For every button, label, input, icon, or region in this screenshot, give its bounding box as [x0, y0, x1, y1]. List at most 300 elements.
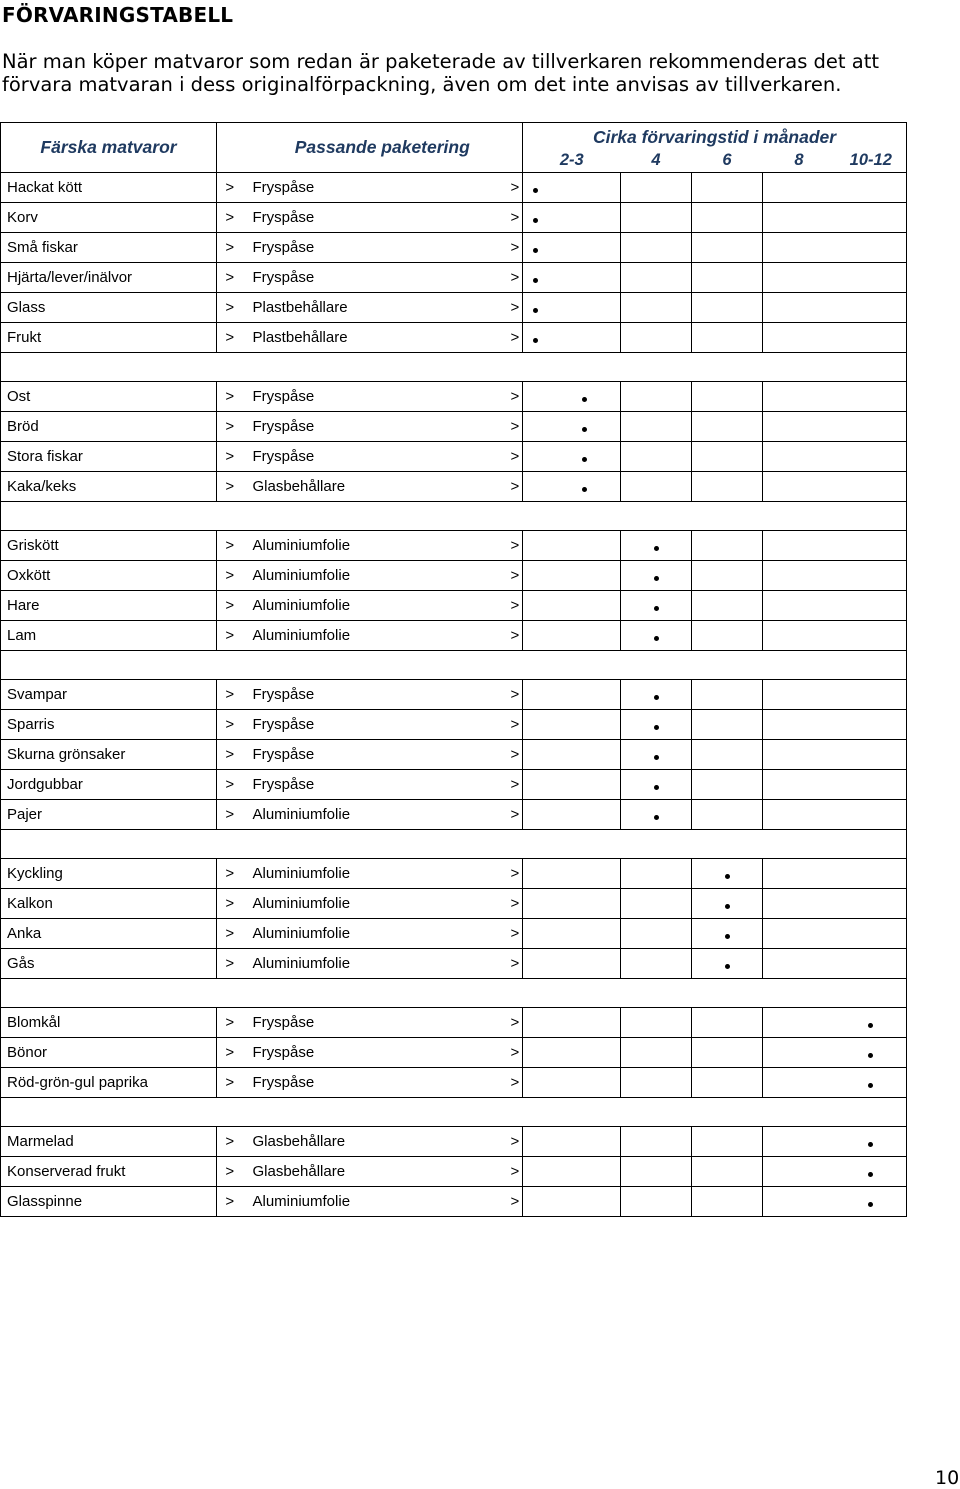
page-title: FÖRVARINGSTABELL	[2, 3, 234, 27]
duration-cell	[523, 412, 549, 442]
arrow-marker: >	[497, 412, 523, 442]
separator-cell	[1, 353, 907, 382]
arrow-marker: >	[217, 949, 243, 979]
table-row	[1, 889, 907, 919]
table-row	[1, 740, 907, 770]
duration-cell	[836, 472, 907, 502]
arrow-marker: >	[217, 680, 243, 710]
bullet-icon	[654, 815, 659, 820]
table-row	[1, 412, 907, 442]
table-row	[1, 1187, 907, 1217]
header-dur-4: 10-12	[836, 148, 907, 173]
separator-cell	[1, 979, 907, 1008]
arrow-marker: >	[497, 1008, 523, 1038]
duration-cell	[549, 1038, 621, 1068]
arrow-marker: >	[497, 1068, 523, 1098]
arrow-marker: >	[217, 382, 243, 412]
food-name: Sparris	[1, 710, 217, 740]
bullet-icon	[533, 248, 538, 253]
duration-cell	[692, 412, 763, 442]
duration-cell	[692, 770, 763, 800]
arrow-marker: >	[497, 203, 523, 233]
duration-cell	[549, 621, 621, 651]
table-row	[1, 233, 907, 263]
bullet-icon	[868, 1202, 873, 1207]
duration-cell	[549, 531, 621, 561]
food-name: Gås	[1, 949, 217, 979]
duration-dot-cell	[621, 800, 692, 830]
arrow-marker: >	[217, 889, 243, 919]
duration-cell	[763, 1068, 836, 1098]
arrow-marker: >	[497, 621, 523, 651]
table-row	[1, 710, 907, 740]
food-name: Jordgubbar	[1, 770, 217, 800]
packaging-name: Fryspåse	[243, 680, 497, 710]
arrow-marker: >	[217, 233, 243, 263]
header-row-1	[1, 123, 907, 149]
group-separator	[1, 830, 907, 859]
packaging-name: Fryspåse	[243, 263, 497, 293]
food-name: Röd-grön-gul paprika	[1, 1068, 217, 1098]
separator-cell	[1, 502, 907, 531]
duration-cell	[692, 680, 763, 710]
duration-dot-cell	[621, 621, 692, 651]
duration-dot-cell	[523, 323, 549, 353]
header-food: Färska matvaror	[1, 123, 217, 173]
duration-dot-cell	[523, 293, 549, 323]
table-row	[1, 591, 907, 621]
duration-cell	[549, 740, 621, 770]
arrow-marker: >	[497, 382, 523, 412]
duration-cell	[763, 293, 836, 323]
duration-cell	[523, 1038, 549, 1068]
duration-cell	[523, 1187, 549, 1217]
duration-cell	[621, 1068, 692, 1098]
bullet-icon	[654, 546, 659, 551]
food-name: Små fiskar	[1, 233, 217, 263]
duration-cell	[763, 442, 836, 472]
food-name: Konserverad frukt	[1, 1157, 217, 1187]
duration-cell	[523, 621, 549, 651]
packaging-name: Fryspåse	[243, 382, 497, 412]
bullet-icon	[533, 278, 538, 283]
duration-cell	[523, 382, 549, 412]
food-name: Kaka/keks	[1, 472, 217, 502]
duration-cell	[523, 889, 549, 919]
duration-cell	[836, 919, 907, 949]
duration-cell	[836, 800, 907, 830]
packaging-name: Plastbehållare	[243, 293, 497, 323]
duration-cell	[549, 323, 621, 353]
table-row	[1, 1157, 907, 1187]
duration-cell	[692, 531, 763, 561]
duration-cell	[523, 531, 549, 561]
bullet-icon	[654, 755, 659, 760]
table-row	[1, 919, 907, 949]
duration-cell	[621, 1157, 692, 1187]
packaging-name: Fryspåse	[243, 1068, 497, 1098]
bullet-icon	[582, 487, 587, 492]
food-name: Kyckling	[1, 859, 217, 889]
storage-table	[0, 122, 907, 1217]
duration-cell	[763, 472, 836, 502]
table-row	[1, 472, 907, 502]
header-packaging: Passande paketering	[243, 123, 523, 173]
food-name: Glasspinne	[1, 1187, 217, 1217]
duration-cell	[836, 233, 907, 263]
bullet-icon	[868, 1083, 873, 1088]
table-row	[1, 293, 907, 323]
duration-cell	[621, 949, 692, 979]
duration-dot-cell	[836, 1157, 907, 1187]
duration-cell	[763, 1157, 836, 1187]
table-row	[1, 173, 907, 203]
header-dur-0: 2-3	[523, 148, 621, 173]
duration-cell	[523, 859, 549, 889]
duration-cell	[621, 233, 692, 263]
packaging-name: Fryspåse	[243, 203, 497, 233]
duration-cell	[549, 1068, 621, 1098]
duration-cell	[763, 203, 836, 233]
bullet-icon	[582, 427, 587, 432]
duration-dot-cell	[549, 442, 621, 472]
duration-dot-cell	[621, 740, 692, 770]
duration-cell	[692, 591, 763, 621]
duration-dot-cell	[549, 472, 621, 502]
duration-cell	[523, 472, 549, 502]
duration-cell	[763, 263, 836, 293]
duration-cell	[523, 680, 549, 710]
duration-dot-cell	[523, 233, 549, 263]
bullet-icon	[868, 1023, 873, 1028]
duration-cell	[692, 621, 763, 651]
duration-dot-cell	[692, 949, 763, 979]
packaging-name: Plastbehållare	[243, 323, 497, 353]
duration-cell	[836, 859, 907, 889]
header-dur-2: 6	[692, 148, 763, 173]
duration-cell	[692, 203, 763, 233]
arrow-marker: >	[497, 591, 523, 621]
duration-cell	[523, 949, 549, 979]
arrow-marker: >	[217, 800, 243, 830]
table-row	[1, 263, 907, 293]
duration-cell	[836, 203, 907, 233]
duration-cell	[621, 293, 692, 323]
arrow-marker: >	[497, 800, 523, 830]
duration-cell	[523, 1157, 549, 1187]
table-row	[1, 1068, 907, 1098]
table-row	[1, 561, 907, 591]
duration-cell	[523, 710, 549, 740]
duration-dot-cell	[523, 263, 549, 293]
arrow-marker: >	[497, 889, 523, 919]
group-separator	[1, 353, 907, 382]
food-name: Oxkött	[1, 561, 217, 591]
duration-cell	[763, 233, 836, 263]
duration-cell	[549, 680, 621, 710]
group-separator	[1, 651, 907, 680]
packaging-name: Aluminiumfolie	[243, 889, 497, 919]
duration-cell	[621, 919, 692, 949]
header-dur-3: 8	[763, 148, 836, 173]
duration-cell	[763, 1127, 836, 1157]
arrow-marker: >	[497, 710, 523, 740]
duration-cell	[836, 442, 907, 472]
duration-cell	[692, 1008, 763, 1038]
bullet-icon	[725, 964, 730, 969]
packaging-name: Fryspåse	[243, 1038, 497, 1068]
duration-dot-cell	[621, 591, 692, 621]
food-name: Bröd	[1, 412, 217, 442]
packaging-name: Aluminiumfolie	[243, 949, 497, 979]
arrow-marker: >	[497, 1127, 523, 1157]
arrow-marker: >	[217, 1038, 243, 1068]
group-separator	[1, 1098, 907, 1127]
arrow-marker: >	[217, 173, 243, 203]
arrow-marker: >	[217, 770, 243, 800]
duration-cell	[836, 173, 907, 203]
duration-cell	[763, 1038, 836, 1068]
duration-cell	[763, 770, 836, 800]
duration-cell	[523, 1127, 549, 1157]
duration-cell	[692, 263, 763, 293]
table-row	[1, 442, 907, 472]
food-name: Stora fiskar	[1, 442, 217, 472]
table-row	[1, 949, 907, 979]
table-row	[1, 382, 907, 412]
packaging-name: Aluminiumfolie	[243, 800, 497, 830]
duration-cell	[621, 323, 692, 353]
duration-cell	[836, 263, 907, 293]
duration-dot-cell	[836, 1038, 907, 1068]
arrow-marker: >	[497, 740, 523, 770]
food-name: Griskött	[1, 531, 217, 561]
duration-cell	[763, 710, 836, 740]
duration-cell	[549, 770, 621, 800]
arrow-marker: >	[217, 740, 243, 770]
duration-cell	[621, 263, 692, 293]
packaging-name: Fryspåse	[243, 233, 497, 263]
duration-cell	[763, 800, 836, 830]
bullet-icon	[725, 874, 730, 879]
bullet-icon	[654, 576, 659, 581]
duration-cell	[549, 949, 621, 979]
duration-cell	[763, 949, 836, 979]
bullet-icon	[868, 1172, 873, 1177]
duration-cell	[621, 472, 692, 502]
duration-cell	[836, 323, 907, 353]
food-name: Hare	[1, 591, 217, 621]
duration-dot-cell	[523, 173, 549, 203]
duration-cell	[692, 1187, 763, 1217]
food-name: Marmelad	[1, 1127, 217, 1157]
duration-cell	[763, 1008, 836, 1038]
duration-cell	[763, 561, 836, 591]
arrow-marker: >	[217, 1127, 243, 1157]
packaging-name: Glasbehållare	[243, 1157, 497, 1187]
duration-cell	[692, 740, 763, 770]
food-name: Bönor	[1, 1038, 217, 1068]
arrow-marker: >	[217, 1157, 243, 1187]
food-name: Pajer	[1, 800, 217, 830]
duration-cell	[836, 949, 907, 979]
arrow-marker: >	[497, 323, 523, 353]
bullet-icon	[725, 934, 730, 939]
food-name: Lam	[1, 621, 217, 651]
duration-cell	[523, 740, 549, 770]
duration-cell	[763, 919, 836, 949]
arrow-marker: >	[497, 859, 523, 889]
food-name: Hjärta/lever/inälvor	[1, 263, 217, 293]
duration-cell	[549, 1127, 621, 1157]
duration-cell	[692, 173, 763, 203]
duration-cell	[621, 203, 692, 233]
duration-cell	[621, 442, 692, 472]
arrow-marker: >	[217, 621, 243, 651]
bullet-icon	[654, 606, 659, 611]
duration-dot-cell	[692, 859, 763, 889]
duration-cell	[523, 770, 549, 800]
duration-dot-cell	[621, 531, 692, 561]
duration-cell	[836, 680, 907, 710]
duration-cell	[621, 382, 692, 412]
group-separator	[1, 502, 907, 531]
arrow-marker: >	[217, 919, 243, 949]
bullet-icon	[868, 1053, 873, 1058]
duration-dot-cell	[549, 382, 621, 412]
duration-cell	[523, 1008, 549, 1038]
arrow-marker: >	[497, 1038, 523, 1068]
duration-cell	[549, 889, 621, 919]
duration-cell	[763, 889, 836, 919]
duration-dot-cell	[621, 710, 692, 740]
food-name: Frukt	[1, 323, 217, 353]
arrow-marker: >	[497, 770, 523, 800]
duration-cell	[692, 472, 763, 502]
duration-cell	[836, 889, 907, 919]
duration-cell	[763, 412, 836, 442]
packaging-name: Fryspåse	[243, 412, 497, 442]
table-row	[1, 1127, 907, 1157]
arrow-marker: >	[217, 442, 243, 472]
arrow-marker: >	[497, 919, 523, 949]
food-name: Glass	[1, 293, 217, 323]
bullet-icon	[582, 457, 587, 462]
arrow-marker: >	[497, 949, 523, 979]
page-number: 10	[935, 1467, 960, 1489]
bullet-icon	[533, 218, 538, 223]
duration-dot-cell	[549, 412, 621, 442]
food-name: Svampar	[1, 680, 217, 710]
duration-cell	[523, 442, 549, 472]
duration-cell	[549, 591, 621, 621]
duration-cell	[763, 591, 836, 621]
duration-cell	[549, 710, 621, 740]
packaging-name: Aluminiumfolie	[243, 919, 497, 949]
duration-cell	[836, 293, 907, 323]
packaging-name: Fryspåse	[243, 770, 497, 800]
bullet-icon	[725, 904, 730, 909]
duration-cell	[836, 740, 907, 770]
packaging-name: Fryspåse	[243, 740, 497, 770]
separator-cell	[1, 1098, 907, 1127]
duration-dot-cell	[692, 919, 763, 949]
duration-cell	[549, 1187, 621, 1217]
bullet-icon	[533, 338, 538, 343]
arrow-marker: >	[497, 472, 523, 502]
duration-cell	[763, 173, 836, 203]
duration-cell	[621, 1187, 692, 1217]
separator-cell	[1, 830, 907, 859]
duration-cell	[549, 919, 621, 949]
food-name: Ost	[1, 382, 217, 412]
arrow-marker: >	[217, 859, 243, 889]
duration-cell	[763, 740, 836, 770]
duration-cell	[621, 1127, 692, 1157]
arrow-marker: >	[497, 531, 523, 561]
table-row	[1, 531, 907, 561]
duration-cell	[836, 382, 907, 412]
duration-cell	[763, 859, 836, 889]
duration-cell	[692, 1038, 763, 1068]
packaging-name: Aluminiumfolie	[243, 859, 497, 889]
table-row	[1, 770, 907, 800]
packaging-name: Aluminiumfolie	[243, 1187, 497, 1217]
duration-cell	[549, 173, 621, 203]
duration-cell	[836, 770, 907, 800]
duration-cell	[621, 1038, 692, 1068]
duration-dot-cell	[836, 1187, 907, 1217]
duration-cell	[692, 561, 763, 591]
table-row	[1, 680, 907, 710]
duration-cell	[763, 323, 836, 353]
arrow-marker: >	[217, 472, 243, 502]
bullet-icon	[654, 785, 659, 790]
arrow-marker: >	[217, 531, 243, 561]
arrow-marker: >	[497, 1157, 523, 1187]
packaging-name: Glasbehållare	[243, 1127, 497, 1157]
duration-dot-cell	[621, 561, 692, 591]
separator-cell	[1, 651, 907, 680]
arrow-marker: >	[217, 323, 243, 353]
packaging-name: Aluminiumfolie	[243, 531, 497, 561]
duration-cell	[836, 531, 907, 561]
bullet-icon	[868, 1142, 873, 1147]
duration-cell	[523, 561, 549, 591]
duration-cell	[763, 621, 836, 651]
duration-cell	[523, 1068, 549, 1098]
arrow-marker: >	[217, 591, 243, 621]
duration-dot-cell	[836, 1127, 907, 1157]
table-row	[1, 323, 907, 353]
table-row	[1, 621, 907, 651]
food-name: Korv	[1, 203, 217, 233]
duration-cell	[692, 323, 763, 353]
duration-cell	[692, 1127, 763, 1157]
arrow-marker: >	[217, 293, 243, 323]
duration-dot-cell	[523, 203, 549, 233]
arrow-marker: >	[497, 173, 523, 203]
arrow-marker: >	[497, 263, 523, 293]
duration-cell	[763, 382, 836, 412]
duration-cell	[692, 710, 763, 740]
header-spacer	[217, 123, 243, 173]
duration-cell	[836, 621, 907, 651]
duration-dot-cell	[621, 770, 692, 800]
duration-dot-cell	[836, 1008, 907, 1038]
food-name: Hackat kött	[1, 173, 217, 203]
packaging-name: Aluminiumfolie	[243, 591, 497, 621]
